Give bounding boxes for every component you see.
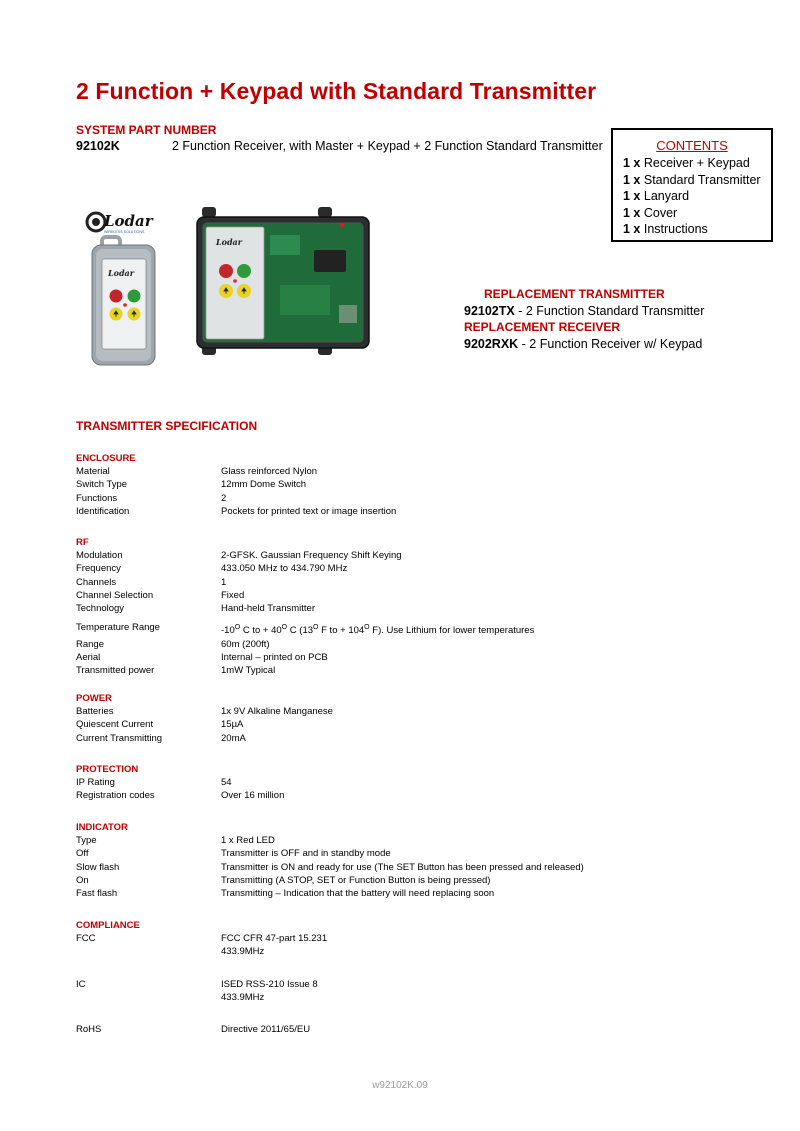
page-title: 2 Function + Keypad with Standard Transmitter [76,78,597,104]
replacement-receiver-heading: REPLACEMENT RECEIVER [464,320,621,334]
contents-item: 1 x Standard Transmitter [623,172,761,187]
spec-title: TRANSMITTER SPECIFICATION [76,419,258,433]
rf-section [76,536,534,677]
spec-row: Technology Hand-held Transmitter [76,603,315,615]
spec-row: Material Glass reinforced Nylon [76,466,318,478]
green-button-icon [128,290,141,303]
lodar-logo [87,212,154,234]
spec-row: IP Rating 54 [76,777,232,789]
svg-text:Lodar: Lodar [108,268,134,278]
section-heading: COMPLIANCE [76,920,140,931]
spec-row: Transmitted power 1mW Typical [76,664,276,676]
spec-row: Quiescent Current 15µA [76,719,244,731]
section-heading: ENCLOSURE [76,453,136,464]
section-heading: INDICATOR [76,822,128,833]
spec-row: Temperature Range $-10^O$ C to + $40^O$ C ($13^O$ F to + $104^O$ F). Use Lithium for lower temperatures [76,622,535,637]
spec-row: Fast flash Transmitting – Indication that the battery will need replacing soon [76,888,495,900]
spec-row: FCC FCC CFR 47-part 15.231 [76,933,328,945]
indicator-section [76,821,584,900]
product-image [84,195,376,391]
spec-row: Batteries 1x 9V Alkaline Manganese [76,706,333,718]
contents-box [611,128,773,242]
spec-row: Registration codes Over 16 million [76,790,285,802]
spec-row: Current Transmitting 20mA [76,732,246,744]
replacement-transmitter: 92102TX - 2 Function Standard Transmitter [464,304,705,318]
spec-row: IC ISED RSS-210 Issue 8 [76,978,318,990]
replacement-transmitter-heading: REPLACEMENT TRANSMITTER [484,287,665,301]
contents-title: CONTENTS [656,138,728,153]
spec-row: Channels 1 [76,576,227,588]
spec-row: Frequency 433.050 MHz to 434.790 MHz [76,563,348,575]
receiver-image [197,207,369,355]
logo-text: Lodar [104,212,153,230]
compliance-section [76,919,327,1036]
spec-row: Aerial Internal – printed on PCB [76,651,328,663]
spec-row: Off Transmitter is OFF and in standby mode [76,848,391,860]
system-part-description: 2 Function Receiver, with Master + Keypad + 2 Function Standard Transmitter [172,139,603,153]
contents-item: 1 x Instructions [623,222,708,237]
spec-row: 433.9MHz [221,991,265,1003]
enclosure-section [76,452,396,518]
spec-row: Slow flash Transmitter is ON and ready for use (The SET Button has been pressed and released) [76,861,584,873]
section-heading: POWER [76,693,112,704]
spec-row: Range 60m (200ft) [76,638,270,650]
transmitter-image [92,237,155,365]
logo-sub: WIRELESS SOLUTIONS [104,230,145,234]
contents-item: 1 x Receiver + Keypad [623,156,750,170]
spec-row: Type 1 x Red LED [76,835,275,847]
spec-row: Identification Pockets for printed text or image insertion [76,505,397,517]
section-heading: RF [76,537,89,548]
spec-row: Modulation 2-GFSK. Gaussian Frequency Shift Keying [76,550,402,562]
spec-row: 433.9MHz [221,946,265,958]
document-code: w92102K.09 [372,1080,428,1091]
temperature-range-value: $-10^O$ C to + $40^O$ C ($13^O$ F to + $104^O$ F). Use Lithium for lower temperatures [221,624,535,637]
contents-list [623,155,761,238]
red-button-icon [110,290,123,303]
svg-text:Lodar: Lodar [216,237,242,247]
spec-row: Switch Type 12mm Dome Switch [76,479,306,491]
section-heading: PROTECTION [76,764,139,775]
contents-item: 1 x Lanyard [623,189,690,204]
spec-row: RoHS Directive 2011/65/EU [76,1024,311,1036]
spec-row: Functions 2 [76,492,227,504]
spec-row: On Transmitting (A STOP, SET or Function Button is being pressed) [76,874,491,886]
protection-section [76,763,284,803]
contents-item: 1 x Cover [623,205,678,220]
replacement-receiver: 9202RXK - 2 Function Receiver w/ Keypad [464,337,703,351]
system-part-code: 92102K [76,139,120,153]
power-section [76,692,333,745]
spec-row: Channel Selection Fixed [76,589,245,601]
system-part-number-label: SYSTEM PART NUMBER [76,123,217,137]
